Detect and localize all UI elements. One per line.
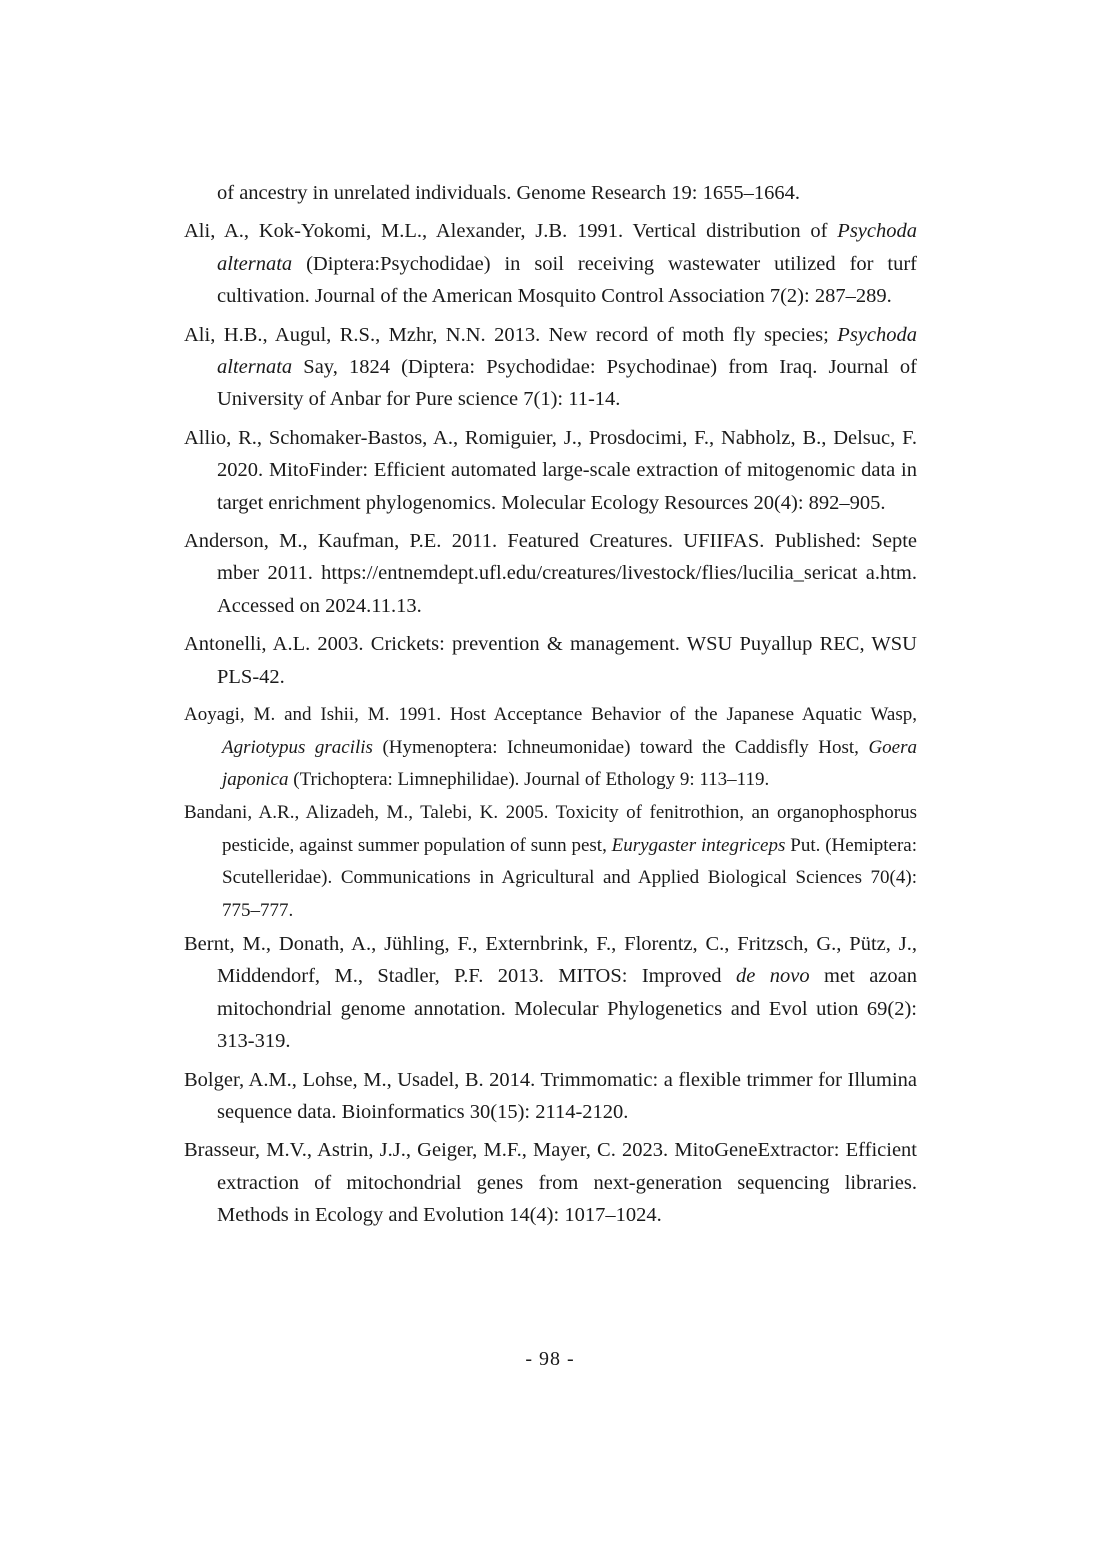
reference-entry <box>184 525 917 622</box>
reference-entry <box>184 1134 917 1231</box>
reference-entry <box>184 177 917 209</box>
reference-text: Put. (Hemiptera: Scutelleridae). Communications in Agricultural and Applied Biological Sciences 70(4): 775–777. <box>222 834 917 921</box>
reference-entry <box>184 1064 917 1129</box>
species-name: Eurygaster integriceps <box>611 834 786 856</box>
reference-entry <box>184 797 917 927</box>
reference-entry <box>184 422 917 519</box>
reference-entry <box>184 928 917 1058</box>
reference-text: Bandani, A.R., Alizadeh, M., Talebi, K. 2005. Toxicity of fenitrothion, an organophosphorus pesticide, against summer population of sunn pest, <box>184 802 917 856</box>
reference-text: Anderson, M., Kaufman, P.E. 2011. Featured Creatures. UFIIFAS. Published: Septe mber 2011. https://entnemdept.ufl.edu/creatures/livestock/flies/lucilia_sericat a.htm. Accessed on 2024.11.13. <box>184 530 917 617</box>
reference-text: (Diptera:Psychodidae) in soil receiving wastewater utilized for turf cultivation. Journal of the American Mosquito Control Association 7(2): 287–289. <box>217 252 917 308</box>
reference-text: Ali, H.B., Augul, R.S., Mzhr, N.N. 2013. New record of moth fly species; <box>184 323 838 346</box>
reference-text: Aoyagi, M. and Ishii, M. 1991. Host Acceptance Behavior of the Japanese Aquatic Wasp, <box>184 704 917 726</box>
species-name: Psychoda alternata <box>217 220 917 275</box>
reference-text: (Hymenoptera: Ichneumonidae) toward the Caddisfly Host, <box>372 736 869 758</box>
page-number: - 98 - <box>525 1348 575 1370</box>
reference-text: Say, 1824 (Diptera: Psychodidae: Psychodinae) from Iraq. Journal of University of Anbar for Pure science 7(1): 11-14. <box>217 356 917 411</box>
species-name: Psychoda alternata <box>217 323 917 379</box>
reference-text: Brasseur, M.V., Astrin, J.J., Geiger, M.F., Mayer, C. 2023. MitoGeneExtractor: Efficient extraction of mitochondrial genes from next-generation sequencing libraries. Methods in Ecology and Evolution 14(4): 1017–1024. <box>184 1139 917 1227</box>
reference-entry <box>184 319 917 416</box>
reference-text: met azoan mitochondrial genome annotation. Molecular Phylogenetics and Evol ution 69(2): 313-319. <box>217 965 918 1053</box>
reference-text: Antonelli, A.L. 2003. Crickets: prevention & management. WSU Puyallup REC, WSU PLS-42. <box>184 633 917 688</box>
reference-list <box>184 177 917 1238</box>
reference-text: (Trichoptera: Limnephilidae). Journal of Ethology 9: 113–119. <box>288 768 770 790</box>
reference-text: Bolger, A.M., Lohse, M., Usadel, B. 2014. Trimmomatic: a flexible trimmer for Illumina sequence data. Bioinformatics 30(15): 2114-2120. <box>184 1068 917 1123</box>
species-name: Goera japonica <box>222 736 917 790</box>
reference-text: of ancestry in unrelated individuals. Genome Research 19: 1655–1664. <box>217 182 800 204</box>
species-name: Agriotypus gracilis <box>222 736 373 758</box>
reference-entry <box>184 215 917 312</box>
reference-entry <box>184 628 917 693</box>
reference-entry <box>184 699 917 796</box>
species-name: de novo <box>735 965 810 988</box>
reference-text: Ali, A., Kok-Yokomi, M.L., Alexander, J.B. 1991. Vertical distribution of <box>184 220 838 243</box>
reference-text: Allio, R., Schomaker-Bastos, A., Romiguier, J., Prosdocimi, F., Nabholz, B., Delsuc, F. 2020. MitoFinder: Efficient automated large-scale extraction of mitogenomic data in target enrichment phylogenomics. Molecular Ecology Resources 20(4): 892–905. <box>184 426 917 514</box>
reference-text: Bernt, M., Donath, A., Jühling, F., Externbrink, F., Florentz, C., Fritzsch, G., Pütz, J., Middendorf, M., Stadler, P.F. 2013. MITOS: Improved <box>184 932 917 988</box>
